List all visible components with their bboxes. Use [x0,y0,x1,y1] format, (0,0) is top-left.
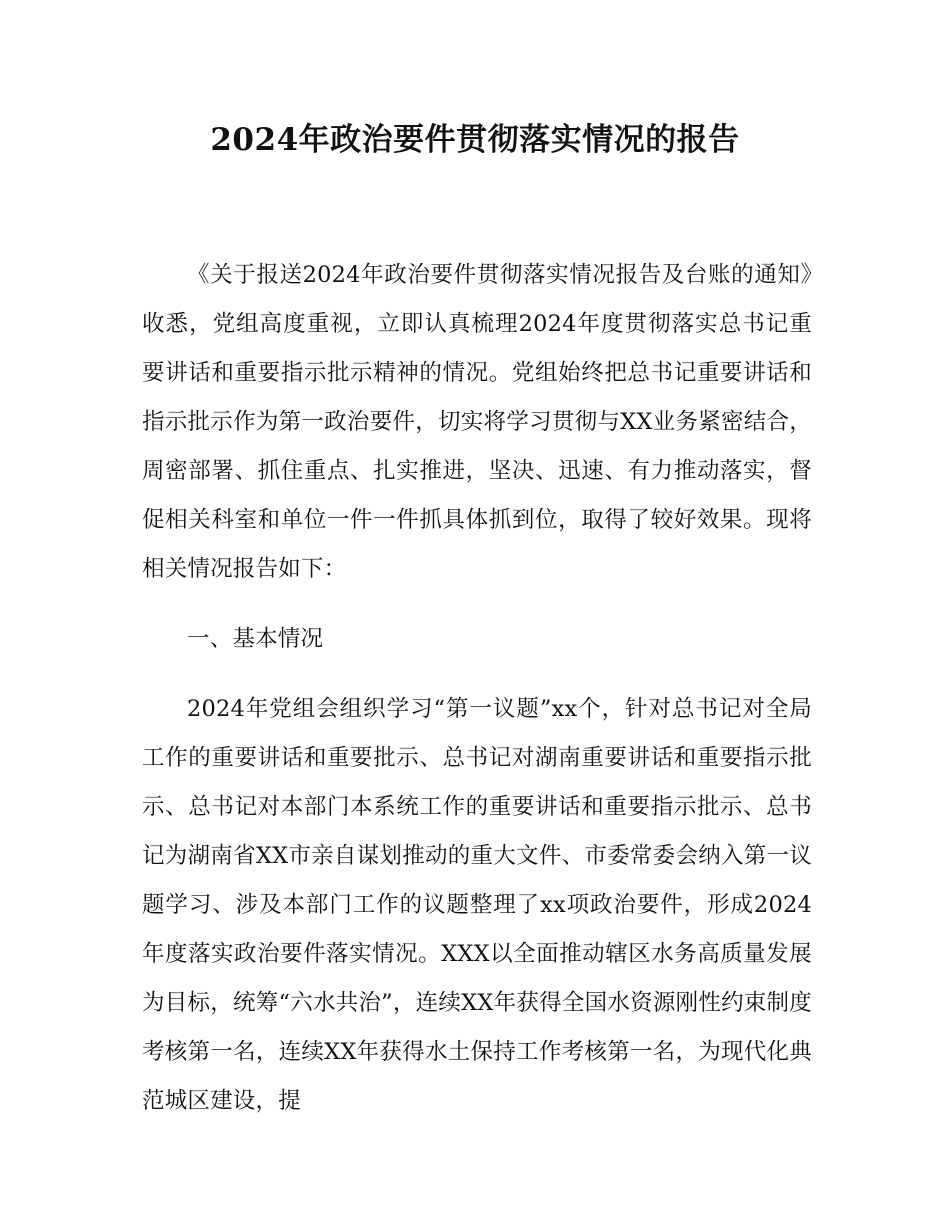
intro-paragraph: 《关于报送2024年政治要件贯彻落实情况报告及台账的通知》收悉，党组高度重视，立即认真梳理2024年度贯彻落实总书记重要讲话和重要指示批示精神的情况。党组始终把总书记重要讲话和指示批示作为第一政治要件，切实将学习贯彻与XX业务紧密结合，周密部署、抓住重点、扎实推进，坚决、迅速、有力推动落实，督促相关科室和单位一件一件抓具体抓到位，取得了较好效果。现将相关情况报告如下： [142,262,812,582]
section-heading: 一、基本情况 [187,626,324,652]
document-title: 2024年政治要件贯彻落实情况的报告 [210,122,740,158]
document-body [142,251,812,1147]
basic-situation-paragraph: 2024年党组会组织学习“第一议题”xx个，针对总书记对全局工作的重要讲话和重要批示、总书记对湖南重要讲话和重要指示批示、总书记对本部门本系统工作的重要讲话和重要指示批示、总书记为湖南省XX市亲自谋划推动的重大文件、市委常委会纳入第一议题学习、涉及本部门工作的议题整理了xx项政治要件，形成2024年度落实政治要件落实情况。XXX以全面推动辖区水务高质量发展为目标，统筹“六水共治”，连续XX年获得全国水资源刚性约束制度考核第一名，连续XX年获得水土保持工作考核第一名，为现代化典范城区建设，提 [142,696,812,1114]
